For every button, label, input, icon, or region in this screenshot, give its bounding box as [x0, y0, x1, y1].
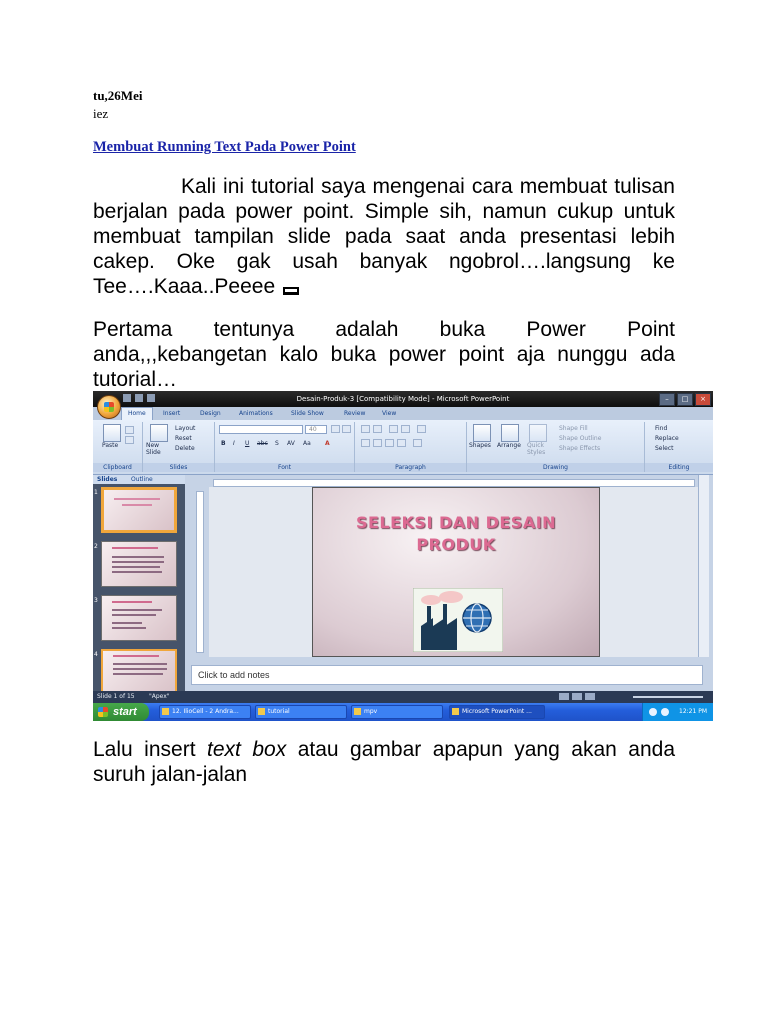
grow-font-icon[interactable]	[331, 425, 340, 433]
slide-thumbnail-1[interactable]	[101, 487, 177, 533]
thumb-line	[112, 627, 146, 629]
tab-home[interactable]: Home	[121, 407, 153, 420]
post-author: iez	[93, 106, 109, 121]
vertical-ruler	[196, 491, 204, 653]
taskbar-item[interactable]: tutorial	[255, 705, 347, 719]
paragraph-step-2-text: atau gambar apapun yang akan anda suruh jalan-jalan	[93, 738, 675, 786]
shape-outline-button[interactable]: Shape Outline	[559, 435, 602, 442]
thumb-line	[112, 601, 152, 603]
thumb-line	[112, 622, 142, 624]
notes-pane[interactable]: Click to add notes	[191, 665, 703, 685]
bold-icon[interactable]: B	[221, 440, 226, 447]
layout-button[interactable]: Layout	[175, 425, 196, 432]
group-drawing	[467, 422, 645, 472]
shape-fill-button[interactable]: Shape Fill	[559, 425, 588, 432]
ribbon-tabs	[93, 407, 713, 420]
minimize-icon[interactable]: –	[659, 393, 675, 406]
change-case-icon[interactable]: Aa	[303, 440, 311, 447]
paragraph-step-1: Pertama tentunya adalah buka Power Point anda,,,kebangetan kalo buka power point aja nunggu ada tutorial…	[93, 318, 675, 391]
paragraph-step-2-emphasis: text box	[207, 738, 287, 761]
status-slide-count: Slide 1 of 15	[97, 693, 135, 700]
slide-title-line-1: SELEKSI DAN DESAIN	[355, 513, 557, 532]
quick-styles-label: Quick Styles	[527, 442, 546, 456]
shapes-label: Shapes	[469, 442, 491, 449]
paste-icon[interactable]	[103, 424, 121, 442]
font-size-select[interactable]: 40	[305, 425, 327, 434]
group-label-slides: Slides	[143, 463, 214, 472]
tab-slide-show[interactable]: Slide Show	[291, 410, 324, 417]
shrink-font-icon[interactable]	[342, 425, 351, 433]
powerpoint-screenshot	[93, 391, 713, 721]
delete-button[interactable]: Delete	[175, 445, 195, 452]
slide-show-icon[interactable]	[585, 693, 595, 700]
post-date: tu,26Mei	[93, 88, 143, 103]
thumb-line	[112, 561, 164, 563]
group-label-clipboard: Clipboard	[93, 463, 142, 472]
align-right-icon[interactable]	[385, 439, 394, 447]
copy-icon[interactable]	[125, 436, 134, 444]
columns-icon[interactable]	[413, 439, 422, 447]
windows-taskbar	[93, 703, 713, 721]
thumb-line	[113, 655, 159, 657]
char-spacing-icon[interactable]: AV	[287, 440, 295, 447]
ribbon	[93, 420, 713, 475]
group-label-font: Font	[215, 463, 354, 472]
slide-thumbnail-3[interactable]	[101, 595, 177, 641]
thumb-number: 1	[94, 489, 98, 496]
group-label-editing: Editing	[645, 463, 713, 472]
replace-button[interactable]: Replace	[655, 435, 679, 442]
shadow-icon[interactable]: S	[275, 440, 279, 447]
thumb-line	[112, 556, 164, 558]
post-title-link[interactable]: Membuat Running Text Pada Power Point	[93, 139, 356, 155]
font-name-select[interactable]	[219, 425, 303, 434]
group-label-drawing: Drawing	[467, 463, 644, 472]
maximize-icon[interactable]: □	[677, 393, 693, 406]
find-button[interactable]: Find	[655, 425, 668, 432]
arrange-icon[interactable]	[501, 424, 519, 442]
italic-icon[interactable]: I	[233, 440, 235, 447]
status-bar	[93, 691, 713, 703]
align-left-icon[interactable]	[361, 439, 370, 447]
quick-styles-icon[interactable]	[529, 424, 547, 442]
underline-icon[interactable]: U	[245, 440, 250, 447]
window-titlebar	[93, 391, 713, 407]
tab-animations[interactable]: Animations	[239, 410, 273, 417]
shape-effects-button[interactable]: Shape Effects	[559, 445, 601, 452]
thumb-line	[112, 571, 162, 573]
thumb-line	[113, 668, 167, 670]
bullets-icon[interactable]	[361, 425, 370, 433]
vertical-scrollbar[interactable]	[698, 475, 709, 657]
status-theme: "Apex"	[149, 693, 170, 700]
thumb-line	[113, 663, 167, 665]
tab-slides[interactable]: Slides	[97, 476, 118, 483]
undo-icon[interactable]	[135, 394, 143, 402]
system-tray	[642, 703, 713, 721]
current-slide[interactable]	[312, 487, 600, 657]
group-editing	[645, 422, 713, 472]
slide-title[interactable]	[313, 512, 599, 556]
tray-clock: 12:21 PM	[679, 708, 707, 715]
office-button-icon[interactable]	[97, 395, 121, 419]
normal-view-icon[interactable]	[559, 693, 569, 700]
cut-icon[interactable]	[125, 426, 134, 434]
paragraph-step-2-lead: Lalu insert	[93, 738, 196, 761]
thumb-line	[112, 609, 162, 611]
group-clipboard	[93, 422, 143, 472]
tray-volume-icon[interactable]	[661, 708, 669, 716]
window-controls	[659, 393, 711, 406]
group-slides	[143, 422, 215, 472]
paragraph-step-2	[93, 737, 675, 787]
group-label-paragraph: Paragraph	[355, 463, 466, 472]
slides-panel-tabs	[93, 475, 185, 484]
paste-label: Paste	[102, 442, 119, 449]
arrange-label: Arrange	[497, 442, 521, 449]
emoticon-icon	[283, 287, 299, 295]
thumb-line	[113, 673, 163, 675]
taskbar-item[interactable]: Microsoft PowerPoint ...	[449, 705, 545, 719]
shapes-icon[interactable]	[473, 424, 491, 442]
thumb-number: 2	[94, 543, 98, 550]
zoom-slider[interactable]	[633, 696, 703, 698]
group-paragraph	[355, 422, 467, 472]
paragraph-intro	[93, 174, 675, 299]
thumb-line	[112, 614, 156, 616]
justify-icon[interactable]	[397, 439, 406, 447]
tab-outline[interactable]: Outline	[131, 476, 153, 483]
select-button[interactable]: Select	[655, 445, 674, 452]
font-color-icon[interactable]: A	[325, 440, 330, 447]
thumb-line	[114, 498, 160, 500]
decrease-indent-icon[interactable]	[389, 425, 398, 433]
slide-sorter-icon[interactable]	[572, 693, 582, 700]
tab-view[interactable]: View	[382, 410, 397, 417]
horizontal-ruler	[213, 479, 695, 487]
reset-button[interactable]: Reset	[175, 435, 192, 442]
redo-icon[interactable]	[147, 394, 155, 402]
thumb-line	[112, 547, 158, 549]
slide-title-line-2: PRODUK	[416, 535, 496, 554]
factory-globe-clipart[interactable]	[413, 588, 503, 652]
tab-insert[interactable]: Insert	[163, 410, 181, 417]
taskbar-item[interactable]: mpv	[351, 705, 443, 719]
slide-thumbnail-4[interactable]	[101, 649, 177, 695]
thumb-line	[122, 504, 152, 506]
thumb-number: 4	[94, 651, 98, 658]
start-button[interactable]: start	[93, 703, 149, 721]
slide-thumbnail-2[interactable]	[101, 541, 177, 587]
thumb-line	[112, 566, 160, 568]
align-center-icon[interactable]	[373, 439, 382, 447]
close-icon[interactable]: ×	[695, 393, 711, 406]
tab-review[interactable]: Review	[344, 410, 366, 417]
thumb-number: 3	[94, 597, 98, 604]
slides-panel	[93, 475, 185, 691]
window-title: Desain-Produk-3 [Compatibility Mode] - Microsoft PowerPoint	[296, 395, 510, 403]
new-slide-label: New Slide	[146, 442, 161, 456]
tray-network-icon[interactable]	[649, 708, 657, 716]
slide-canvas	[209, 487, 707, 657]
new-slide-icon[interactable]	[150, 424, 168, 442]
strikethrough-icon[interactable]: abc	[257, 440, 268, 447]
view-buttons	[559, 693, 595, 700]
group-font	[215, 422, 355, 472]
tab-design[interactable]: Design	[200, 410, 221, 417]
taskbar-item[interactable]: 12. IlioCell - 2 Andra...	[159, 705, 251, 719]
paragraph-intro-text: Kali ini tutorial saya mengenai cara membuat tulisan berjalan pada power point. Simple sih, namun cukup untuk membuat tampilan slide pada saat anda presentasi lebih cakep. Oke gak usah banyak ngobrol….langsung ke Tee….Kaaa..Peeee	[93, 175, 675, 298]
slide-editor	[185, 475, 713, 691]
numbering-icon[interactable]	[373, 425, 382, 433]
save-icon[interactable]	[123, 394, 131, 402]
quick-access-toolbar	[123, 394, 155, 402]
increase-indent-icon[interactable]	[401, 425, 410, 433]
line-spacing-icon[interactable]	[417, 425, 426, 433]
